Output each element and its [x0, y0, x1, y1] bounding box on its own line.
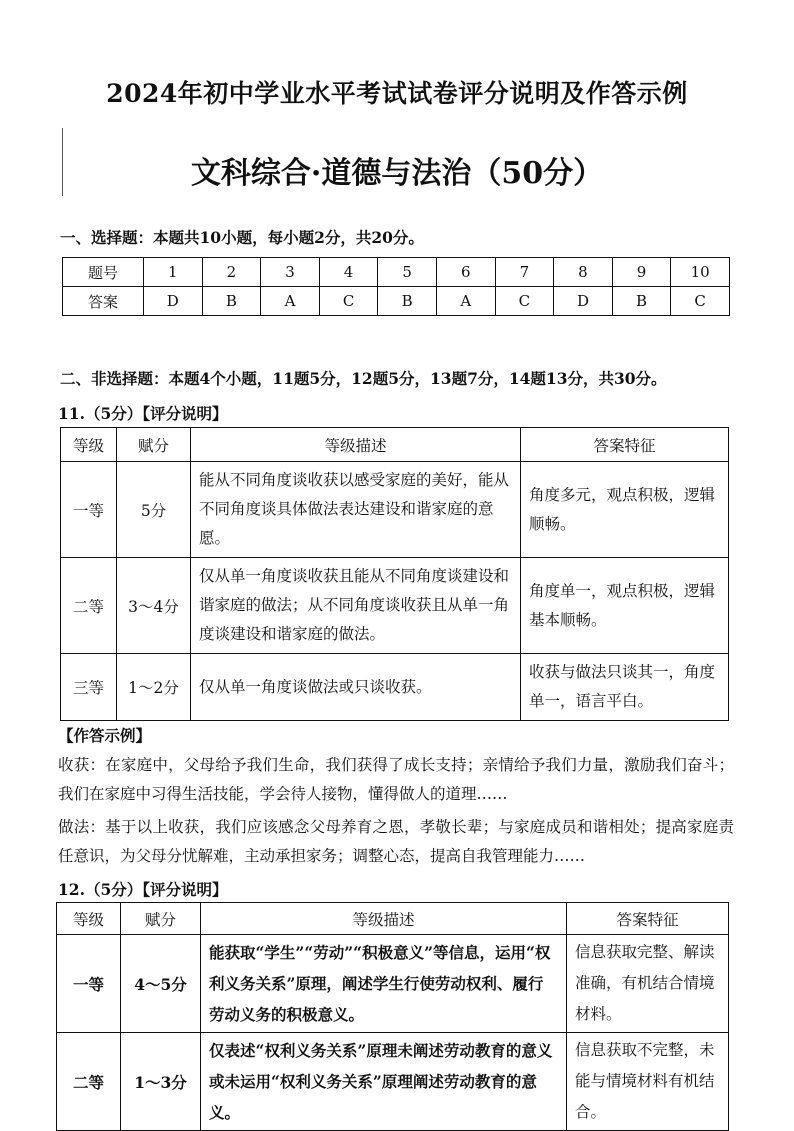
- table-row: [61, 462, 729, 558]
- answer-cell: C: [319, 287, 378, 316]
- description-cell: 仅从单一角度谈收获且能从不同角度谈建设和谐家庭的做法；从不同角度谈收获且从单一角度谈建设和谐家庭的做法。: [191, 558, 521, 654]
- question-number: 2: [202, 258, 261, 287]
- level-cell: 一等: [57, 935, 121, 1033]
- description-cell: 仅从单一角度谈做法或只谈收获。: [191, 654, 521, 721]
- question-number: 9: [612, 258, 671, 287]
- table-row: [61, 654, 729, 721]
- description-cell: 能从不同角度谈收获以感受家庭的美好，能从不同角度谈具体做法表达建设和谐家庭的意愿。: [191, 462, 521, 558]
- table-header-row: [57, 903, 729, 935]
- column-header: 等级: [57, 903, 121, 935]
- score-cell: 1～2分: [117, 654, 191, 721]
- answer-cell: A: [261, 287, 320, 316]
- question-number: 10: [671, 258, 730, 287]
- answer-cell: B: [378, 287, 437, 316]
- description-cell: 能获取“学生”“劳动”“积极意义”等信息，运用“权利义务关系”原理，阐述学生行使劳动权利、履行劳动义务的积极意义。: [201, 935, 567, 1033]
- feature-cell: 收获与做法只谈其一，角度单一，语言平白。: [521, 654, 729, 721]
- row-label: 题号: [63, 258, 144, 287]
- feature-cell: 角度单一，观点积极，逻辑基本顺畅。: [521, 558, 729, 654]
- column-header: 等级描述: [191, 428, 521, 462]
- question-number: 8: [554, 258, 613, 287]
- question-number: 3: [261, 258, 320, 287]
- table-row: [57, 935, 729, 1033]
- column-header: 赋分: [117, 428, 191, 462]
- feature-cell: 角度多元，观点积极，逻辑顺畅。: [521, 462, 729, 558]
- level-cell: 二等: [57, 1033, 121, 1131]
- column-header: 等级: [61, 428, 117, 462]
- level-cell: 二等: [61, 558, 117, 654]
- level-cell: 一等: [61, 462, 117, 558]
- table-row: [61, 558, 729, 654]
- question-number-row: [63, 258, 730, 287]
- score-cell: 5分: [117, 462, 191, 558]
- example-gain-paragraph: 收获：在家庭中，父母给予我们生命，我们获得了成长支持；亲情给予我们力量，激励我们奋斗；我们在家庭中习得生活技能，学会待人接物，懂得做人的道理……: [58, 756, 734, 803]
- table-header-row: [61, 428, 729, 462]
- level-cell: 三等: [61, 654, 117, 721]
- q11-rubric-table: [60, 427, 729, 721]
- q11-heading: 11.（5分）【评分说明】: [58, 404, 228, 423]
- answer-cell: D: [554, 287, 613, 316]
- document-title: 2024年初中学业水平考试试卷评分说明及作答示例: [106, 79, 688, 108]
- section1-heading: 一、选择题：本题共10小题，每小题2分，共20分。: [60, 228, 424, 247]
- score-cell: 4～5分: [121, 935, 201, 1033]
- column-header: 等级描述: [201, 903, 567, 935]
- row-label: 答案: [63, 287, 144, 316]
- q12-heading: 12.（5分）【评分说明】: [58, 880, 228, 899]
- feature-cell: 信息获取不完整，未能与情境材料有机结合。: [567, 1033, 729, 1131]
- answer-cell: B: [202, 287, 261, 316]
- question-number: 7: [495, 258, 554, 287]
- subject-title: 文科综合·道德与法治（50分）: [190, 156, 604, 191]
- feature-cell: 信息获取完整、解读准确，有机结合情境材料。: [567, 935, 729, 1033]
- question-number: 1: [144, 258, 203, 287]
- answer-cell: C: [495, 287, 554, 316]
- question-number: 4: [319, 258, 378, 287]
- example-heading: 【作答示例】: [58, 726, 152, 745]
- question-number: 6: [436, 258, 495, 287]
- column-header: 赋分: [121, 903, 201, 935]
- answer-key-table: [62, 257, 730, 316]
- score-cell: 1～3分: [121, 1033, 201, 1131]
- answer-cell: C: [671, 287, 730, 316]
- question-number: 5: [378, 258, 437, 287]
- q12-rubric-table: [56, 902, 729, 1131]
- section2-heading: 二、非选择题：本题4个小题，11题5分，12题5分，13题7分，14题13分，共30分。: [60, 369, 667, 388]
- answer-row: [63, 287, 730, 316]
- example-method-paragraph: 做法：基于以上收获，我们应该感念父母养育之恩，孝敬长辈；与家庭成员和谐相处；提高家庭责任意识，为父母分忧解难，主动承担家务；调整心态，提高自我管理能力……: [58, 818, 734, 865]
- column-header: 答案特征: [567, 903, 729, 935]
- column-header: 答案特征: [521, 428, 729, 462]
- description-cell: 仅表述“权利义务关系”原理未阐述劳动教育的意义或未运用“权利义务关系”原理阐述劳动教育的意义。: [201, 1033, 567, 1131]
- table-row: [57, 1033, 729, 1131]
- answer-cell: B: [612, 287, 671, 316]
- answer-cell: D: [144, 287, 203, 316]
- answer-cell: A: [436, 287, 495, 316]
- score-cell: 3～4分: [117, 558, 191, 654]
